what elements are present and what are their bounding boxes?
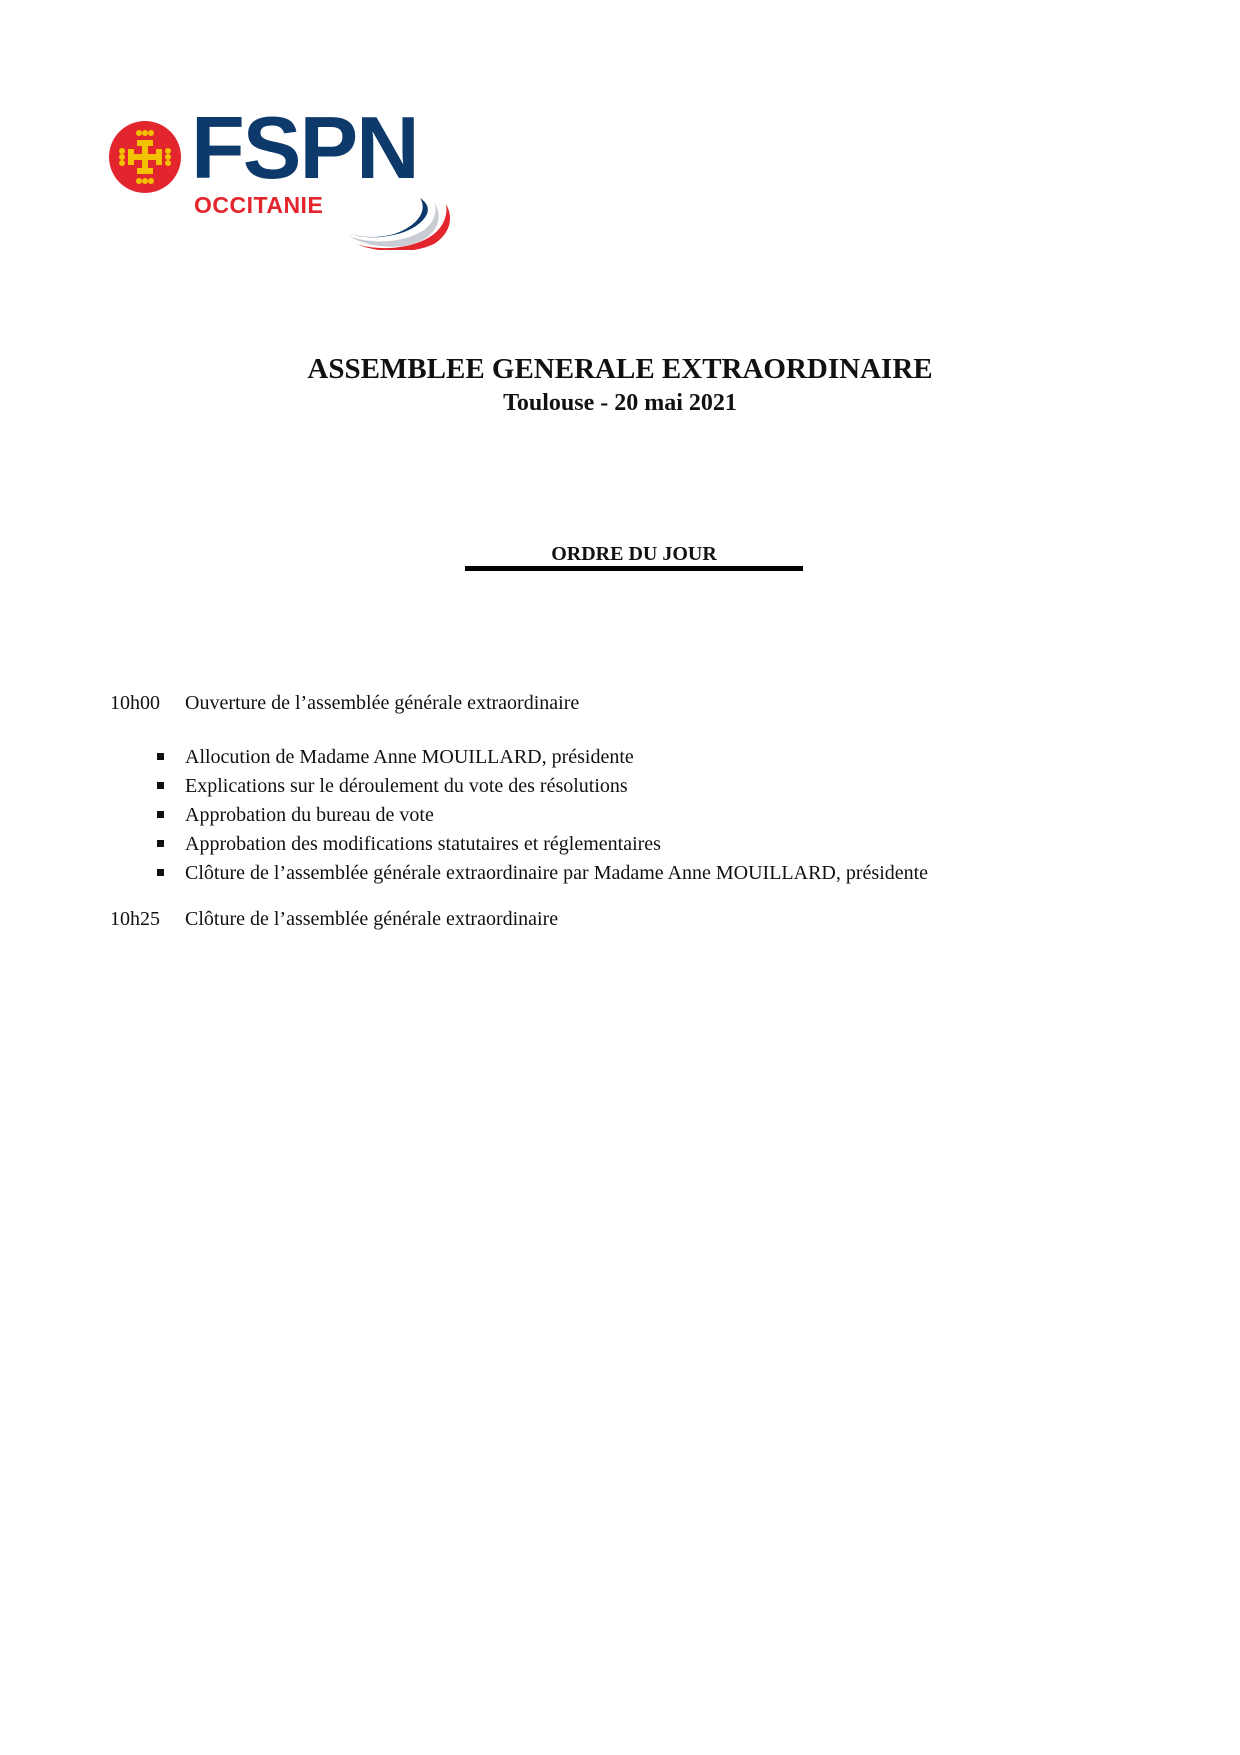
- document-title: ASSEMBLEE GENERALE EXTRAORDINAIRE: [307, 353, 933, 385]
- agenda-item-text: Approbation du bureau de vote: [185, 804, 434, 826]
- agenda-heading-rule: [465, 566, 803, 571]
- square-bullet-icon: [157, 782, 164, 789]
- agenda-item: [0, 773, 1240, 802]
- square-bullet-icon: [157, 753, 164, 760]
- agenda-closing-label: Clôture de l’assemblée générale extraordinaire: [185, 908, 559, 930]
- square-bullet-icon: [157, 840, 164, 847]
- agenda-item-text: Approbation des modifications statutaires et réglementaires: [185, 833, 661, 855]
- agenda-item: [0, 802, 1240, 831]
- agenda-opening-label: Ouverture de l’assemblée générale extraordinaire: [185, 692, 580, 714]
- logo-region: OCCITANIE: [194, 192, 324, 218]
- agenda-item-text: Explications sur le déroulement du vote des résolutions: [185, 775, 628, 797]
- agenda-closing-time: 10h25: [110, 908, 160, 930]
- agenda-heading: ORDRE DU JOUR: [551, 543, 717, 565]
- logo-wordmark: FSPN: [191, 98, 418, 197]
- fspn-occitanie-logo: [108, 98, 452, 250]
- square-bullet-icon: [157, 811, 164, 818]
- square-bullet-icon: [157, 869, 164, 876]
- document-subtitle: Toulouse - 20 mai 2021: [503, 390, 737, 416]
- agenda-item-text: Allocution de Madame Anne MOUILLARD, présidente: [185, 746, 634, 768]
- agenda-item: [0, 831, 1240, 860]
- agenda-item-text: Clôture de l’assemblée générale extraordinaire par Madame Anne MOUILLARD, présidente: [185, 862, 929, 884]
- agenda-item-list: [0, 744, 1240, 889]
- tricolor-swoosh-icon: [346, 196, 456, 250]
- occitan-cross-icon: [108, 120, 182, 194]
- agenda-item: [0, 744, 1240, 773]
- agenda-opening-time: 10h00: [110, 692, 160, 714]
- agenda-item: [0, 860, 1240, 889]
